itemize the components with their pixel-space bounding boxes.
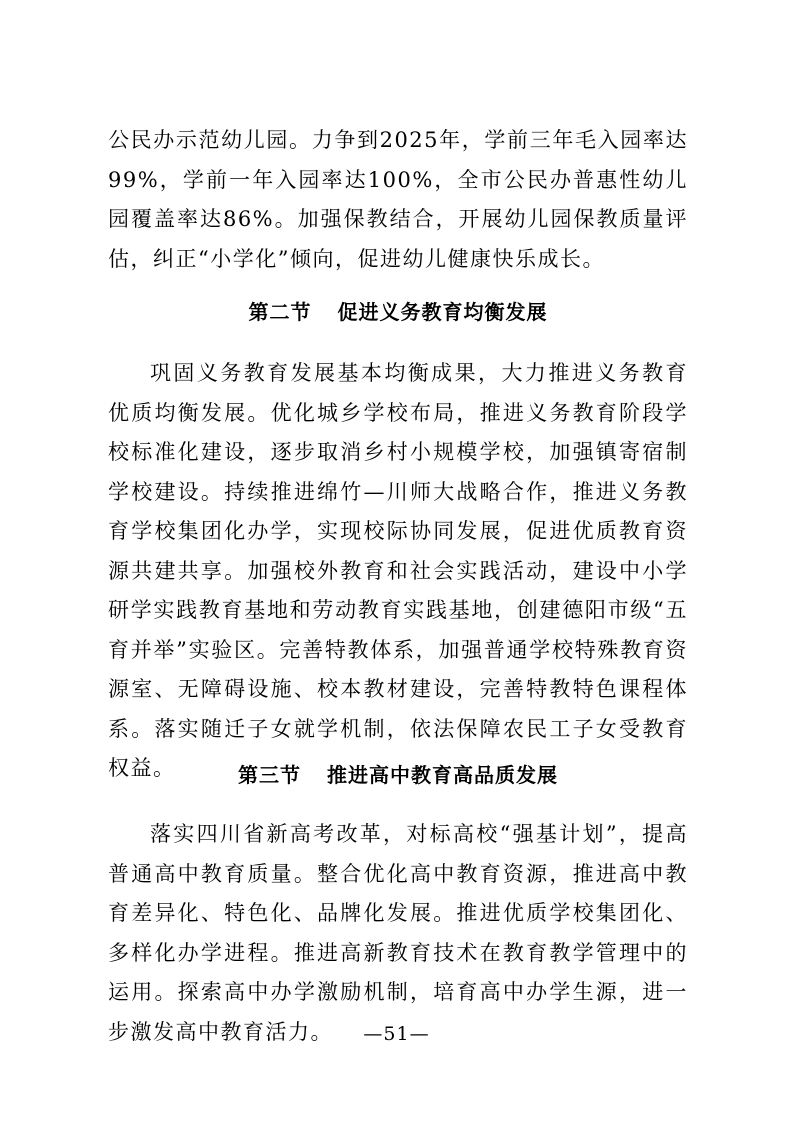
section-number: 第二节: [248, 300, 312, 324]
section-heading-3: [108, 760, 688, 790]
section-title: 推进高中教育高品质发展: [327, 763, 558, 787]
section-number: 第三节: [238, 763, 301, 787]
paragraph-high-school-education: 落实四川省新高考改革，对标高校“强基计划”，提高普通高中教育质量。整合优化高中教育资源，推进高中教育差异化、特色化、品牌化发展。推进优质学校集团化、多样化办学进程。推进高新教育技术在教育教学管理中的运用。探索高中办学激励机制，培育高中办学生源，进一步激发高中教育活力。: [108, 822, 688, 1044]
paragraph-compulsory-education: 巩固义务教育发展基本均衡成果，大力推进义务教育优质均衡发展。优化城乡学校布局，推进义务教育阶段学校标准化建设，逐步取消乡村小规模学校，加强镇寄宿制学校建设。持续推进绵竹—川师大战略合作，推进义务教育学校集团化办学，实现校际协同发展，促进优质教育资源共建共享。加强校外教育和社会实践活动，建设中小学研学实践教育基地和劳动教育实践基地，创建德阳市级“五育并举”实验区。完善特教体系，加强普通学校特殊教育资源室、无障碍设施、校本教材建设，完善特教特色课程体系。落实随迁子女就学机制，依法保障农民工子女受教育权益。: [108, 361, 688, 780]
section-title: 促进义务教育均衡发展: [337, 300, 548, 324]
page-number: —51—: [363, 1023, 430, 1045]
section-heading-2: [108, 297, 688, 327]
paragraph-continued-preschool: 公民办示范幼儿园。力争到2025年，学前三年毛入园率达99%，学前一年入园率达100%，全市公民办普惠性幼儿园覆盖率达86%。加强保教结合，开展幼儿园保教质量评估，纠正“小学化”倾向，促进幼儿健康快乐成长。: [108, 128, 688, 271]
